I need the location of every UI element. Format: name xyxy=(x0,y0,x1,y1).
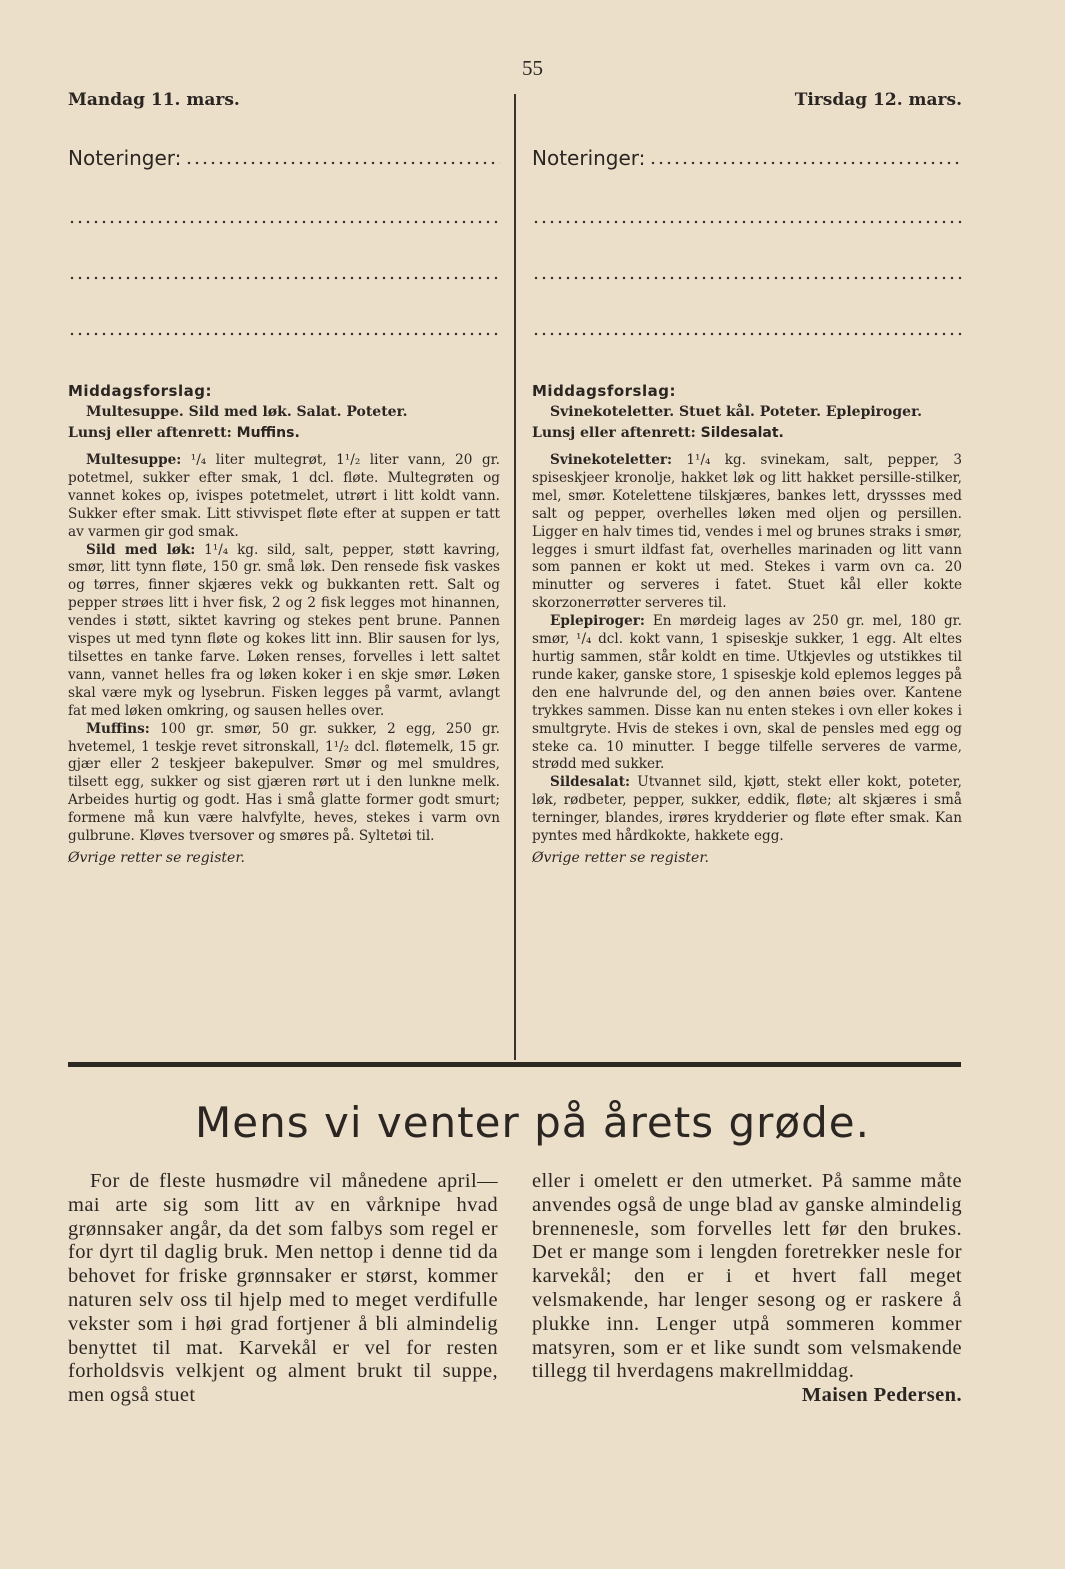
recipe-list xyxy=(68,452,500,846)
recipe xyxy=(68,721,500,846)
recipe-text: 100 gr. smør, 50 gr. sukker, 2 egg, 250 gr. hvetemel, 1 teskje revet sitronskall, 1¹/₂ dcl. fløtemelk, 15 gr. gjær eller 2 teskjeer bakepulver. Smør og mel smuldres, tilsett egg, sukker og sist gjæren rørt ut i den lunkne melk. Arbeides hurtig og godt. Has i små glatte former godt smurt; formene må kun være halvfylte, heves, stekes i varm ovn gulbrune. Kløves tversover og smøres på. Syltetøi til. xyxy=(68,720,500,845)
column-divider xyxy=(514,94,516,1060)
recipe-text: En mørdeig lages av 250 gr. mel, 180 gr. smør, ¹/₄ dcl. kokt vann, 1 spiseskje sukker, 1 egg. Alt eltes hurtig sammen, står koldt en time. Utkjevles og utstikkes til runde kaker, ganske store, 1 spiseskje kold eplemos legges på den ene halvrunde del, og den annen bøies over. Kantene trykkes sammen. Disse kan nu enten stekes i ovn eller kokes i smultgryte. Hvis de stekes i ovn, skal de pensles med egg og steke ca. 10 minutter. I begge tilfelle serveres de varme, strødd med sukker. xyxy=(532,613,962,773)
article-title: Mens vi venter på årets grøde. xyxy=(195,1098,870,1147)
day-heading: Mandag 11. mars. xyxy=(68,90,240,110)
dotted-line xyxy=(68,332,500,336)
lunch-label: Lunsj eller aftenrett: xyxy=(68,425,232,441)
recipe xyxy=(532,774,962,846)
lunch-value: Muffins. xyxy=(236,425,300,441)
dinner-suggestion-label: Middagsforslag: xyxy=(68,382,212,400)
recipe-title: Sild med løk: xyxy=(86,541,196,558)
recipe xyxy=(532,452,962,613)
dinner-suggestion-label: Middagsforslag: xyxy=(532,382,676,400)
notes-field xyxy=(532,146,962,170)
lunch-line xyxy=(68,424,500,442)
article-column-right xyxy=(532,1170,962,1408)
article-column-left: For de fleste husmødre vil månedene april—mai arte sig som litt av en vårknipe hvad grønnsaker angår, da det som falbys som regel er for dyrt til daglig bruk. Men nettop i denne tid da behovet for friske grønnsaker er størst, kommer naturen selv oss til hjelp med to meget verdifulle vekster som i høi grad fortjener å bli almindelig benyttet til mat. Karvekål er vel for resten forholdsvis velkjent og alment brukt til suppe, men også stuet xyxy=(68,1170,498,1407)
notes-label: Noteringer: xyxy=(68,146,182,170)
dotted-line xyxy=(532,220,962,224)
dotted-line xyxy=(185,161,500,165)
dotted-line xyxy=(532,276,962,280)
page-number: 55 xyxy=(522,56,543,80)
dotted-line xyxy=(532,332,962,336)
notes-field xyxy=(68,146,500,170)
horizontal-rule xyxy=(68,1062,961,1067)
other-dishes-note: Øvrige retter se register. xyxy=(532,849,709,866)
day-column-monday xyxy=(68,90,500,866)
day-heading: Tirsdag 12. mars. xyxy=(794,90,962,110)
recipe-title: Svinekoteletter: xyxy=(550,452,673,468)
recipe-text: ¹/₄ liter multegrøt, 1¹/₂ liter vann, 20 gr. potetmel, sukker efter smak, 1 dcl. fløte. Multegrøten og vannet kokes op, ivispes potetmelet, utrørt i litt koldt vann. Sukker efter smak. Litt stivvispet fløte efter at suppen er tatt av varmen gir god smak. xyxy=(68,452,500,540)
recipe xyxy=(532,613,962,774)
other-dishes-note: Øvrige retter se register. xyxy=(68,849,245,866)
dotted-line xyxy=(68,220,500,224)
recipe xyxy=(68,452,500,542)
dinner-menu: Multesuppe. Sild med løk. Salat. Poteter. xyxy=(86,404,408,420)
author-signature: Maisen Pedersen. xyxy=(801,1384,962,1407)
recipe-title: Eplepiroger: xyxy=(550,613,645,630)
dinner-menu: Svinekoteletter. Stuet kål. Poteter. Eplepiroger. xyxy=(550,404,923,420)
recipe-list xyxy=(532,452,962,846)
lunch-value: Sildesalat. xyxy=(700,425,784,441)
lunch-line xyxy=(532,424,962,442)
recipe-title: Multesuppe: xyxy=(86,452,182,468)
day-column-tuesday xyxy=(532,90,962,866)
dotted-line xyxy=(68,276,500,280)
article-text: eller i omelett er den utmerket. På samme måte anvendes også de unge blad av ganske almindelig brennenesle, som forvelles lett før den brukes. Det er mange som i lengden foretrekker nesle for karvekål; den er i et hvert fall meget velsmakende, har lenger sesong og er raskere å plukke inn. Lenger utpå sommeren kommer matsyren, som er et like sundt som velsmakende tillegg til hverdagens makrellmiddag. xyxy=(532,1170,962,1383)
recipe-text: 1¹/₄ kg. svinekam, salt, pepper, 3 spiseskjeer kronolje, hakket løk og litt hakket persille-stilker, mel, smør. Kotelettene tilskjæres, bankes lett, dryssses med salt og pepper, overhelles løken med oljen og persillen. Ligger en halv times tid, vendes i mel og brunes straks i smør, legges i smurt ildfast fat, overhelles marinaden og litt vann som pannen er kokt ut med. Stekes i varm ovn ca. 20 minutter og serveres i fatet. Stuet kål eller kokte skorzonerrøtter serveres til. xyxy=(532,452,962,612)
notes-label: Noteringer: xyxy=(532,146,646,170)
lunch-label: Lunsj eller aftenrett: xyxy=(532,425,696,441)
recipe-text: Utvannet sild, kjøtt, stekt eller kokt, poteter, løk, rødbeter, pepper, sukker, eddik, fløte; alt skjæres i små terninger, blandes, irøres krydderier og fløte efter smak. Kan pyntes med hårdkokte, hakkete egg. xyxy=(532,774,962,845)
recipe-title: Sildesalat: xyxy=(550,774,631,791)
dotted-line xyxy=(649,161,962,165)
recipe-title: Muffins: xyxy=(86,720,150,737)
recipe-text: 1¹/₄ kg. sild, salt, pepper, støtt kavring, smør, litt tynn fløte, 150 gr. små løk. Den rensede fisk vaskes og tørres, finner skjæres vekk og bukkanten rett. Salt og pepper strøes litt i hver fisk, 2 og 2 fisk legges mot hinannen, vendes i støtt, siktet kavring og stekes pent brune. Pannen vispes ut med tynn fløte og kokes litt inn. Blir sausen for lys, tilsettes en tanke farve. Løken renses, forvelles i lett saltet vann, vannet helles fra og løken koker i en skje smør. Løken skal være myk og lysebrun. Fisken legges på varmt, avlangt fat med løken omkring, og sausen helles over. xyxy=(68,541,500,719)
recipe xyxy=(68,542,500,721)
